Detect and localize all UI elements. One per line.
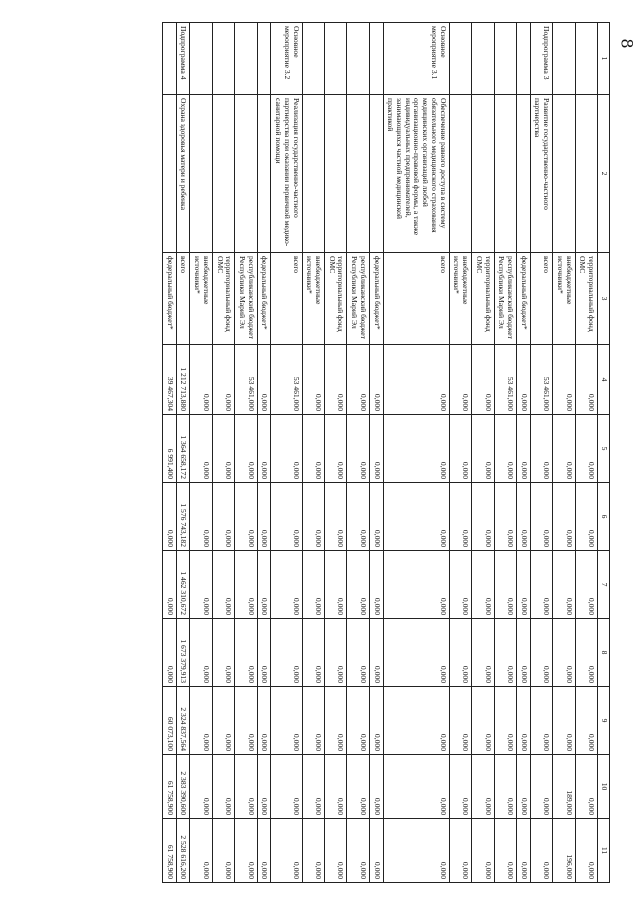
value-cell: 53 461,000 <box>494 345 516 415</box>
value-cell: 0,000 <box>369 483 383 551</box>
value-cell: 0,000 <box>347 755 369 819</box>
value-cell: 0,000 <box>553 551 575 619</box>
column-header-5: 5 <box>598 415 610 483</box>
table-row <box>449 23 471 883</box>
value-cell: 0,000 <box>383 345 449 415</box>
program-title-cell <box>190 95 212 253</box>
value-cell: 0,000 <box>383 551 449 619</box>
value-cell: 0,000 <box>271 619 302 687</box>
funding-source-cell: внебюджетные источники* <box>449 253 471 345</box>
value-cell: 0,000 <box>347 619 369 687</box>
value-cell: 0,000 <box>325 551 347 619</box>
value-cell: 0,000 <box>302 819 324 883</box>
value-cell: 0,000 <box>347 345 369 415</box>
program-title-cell <box>212 95 234 253</box>
value-cell: 0,000 <box>553 619 575 687</box>
funding-source-cell: территориальный фонд ОМС <box>212 253 234 345</box>
program-label-cell <box>472 23 494 95</box>
funding-source-cell: всего <box>176 253 190 345</box>
value-cell: 0,000 <box>212 819 234 883</box>
value-cell: 0,000 <box>325 345 347 415</box>
value-cell: 0,000 <box>257 687 271 755</box>
funding-source-cell: внебюджетные источники* <box>190 253 212 345</box>
value-cell: 0,000 <box>235 619 257 687</box>
value-cell: 0,000 <box>472 415 494 483</box>
value-cell: 0,000 <box>516 755 530 819</box>
table-row <box>235 23 257 883</box>
value-cell: 0,000 <box>325 819 347 883</box>
value-cell: 189,000 <box>553 755 575 819</box>
rotated-sheet <box>90 22 610 882</box>
value-cell: 0,000 <box>516 345 530 415</box>
value-cell: 0,000 <box>383 687 449 755</box>
value-cell: 0,000 <box>257 551 271 619</box>
table-row <box>553 23 575 883</box>
value-cell: 0,000 <box>553 345 575 415</box>
value-cell: 0,000 <box>235 819 257 883</box>
value-cell: 0,000 <box>162 483 176 551</box>
value-cell: 1 576 743,182 <box>176 483 190 551</box>
program-title-cell <box>553 95 575 253</box>
funding-source-cell: республиканский бюджет Республики Марий Эл <box>235 253 257 345</box>
value-cell: 0,000 <box>257 415 271 483</box>
value-cell: 196,000 <box>553 819 575 883</box>
table-row <box>347 23 369 883</box>
program-label-cell: Подпрограмма 4 <box>176 23 190 95</box>
value-cell: 0,000 <box>494 415 516 483</box>
value-cell: 0,000 <box>235 551 257 619</box>
table-row <box>530 23 552 883</box>
value-cell: 0,000 <box>449 483 471 551</box>
program-label-cell <box>575 23 597 95</box>
value-cell: 0,000 <box>516 483 530 551</box>
table-row <box>257 23 271 883</box>
value-cell: 0,000 <box>190 755 212 819</box>
value-cell: 0,000 <box>575 819 597 883</box>
value-cell: 6 991,400 <box>162 415 176 483</box>
value-cell: 0,000 <box>369 755 383 819</box>
value-cell: 0,000 <box>190 483 212 551</box>
program-title-cell <box>162 95 176 253</box>
value-cell: 0,000 <box>383 755 449 819</box>
funding-source-cell: внебюджетные источники* <box>553 253 575 345</box>
value-cell: 0,000 <box>494 755 516 819</box>
table-row <box>516 23 530 883</box>
value-cell: 0,000 <box>516 687 530 755</box>
column-header-7: 7 <box>598 551 610 619</box>
table-row <box>472 23 494 883</box>
value-cell: 0,000 <box>383 619 449 687</box>
value-cell: 0,000 <box>553 687 575 755</box>
value-cell: 0,000 <box>347 415 369 483</box>
value-cell: 0,000 <box>472 345 494 415</box>
value-cell: 0,000 <box>369 687 383 755</box>
value-cell: 0,000 <box>257 755 271 819</box>
program-title-cell <box>575 95 597 253</box>
value-cell: 0,000 <box>383 819 449 883</box>
value-cell: 0,000 <box>325 483 347 551</box>
value-cell: 53 461,000 <box>271 345 302 415</box>
program-title-cell <box>257 95 271 253</box>
value-cell: 0,000 <box>383 415 449 483</box>
value-cell: 0,000 <box>325 619 347 687</box>
table-row <box>162 23 176 883</box>
value-cell: 0,000 <box>257 345 271 415</box>
program-title-cell <box>302 95 324 253</box>
value-cell: 0,000 <box>472 755 494 819</box>
table-row <box>369 23 383 883</box>
value-cell: 1 212 713,880 <box>176 345 190 415</box>
value-cell: 0,000 <box>553 415 575 483</box>
value-cell: 0,000 <box>449 415 471 483</box>
value-cell: 0,000 <box>516 819 530 883</box>
value-cell: 0,000 <box>162 551 176 619</box>
value-cell: 0,000 <box>190 415 212 483</box>
value-cell: 0,000 <box>271 551 302 619</box>
program-label-cell <box>494 23 516 95</box>
table-row <box>190 23 212 883</box>
value-cell: 0,000 <box>302 483 324 551</box>
program-title-cell: Реализация государственно-частного партнерства при оказании первичной медико-санитарной помощи <box>271 95 302 253</box>
column-header-3: 3 <box>598 253 610 345</box>
value-cell: 53 461,000 <box>235 345 257 415</box>
value-cell: 1 673 379,913 <box>176 619 190 687</box>
value-cell: 0,000 <box>575 619 597 687</box>
program-label-cell <box>369 23 383 95</box>
value-cell: 0,000 <box>212 619 234 687</box>
value-cell: 61 758,900 <box>162 755 176 819</box>
value-cell: 0,000 <box>271 483 302 551</box>
program-label-cell: Основное мероприятие 3.2 <box>271 23 302 95</box>
value-cell: 0,000 <box>325 687 347 755</box>
program-title-cell <box>235 95 257 253</box>
program-label-cell <box>516 23 530 95</box>
program-title-cell <box>369 95 383 253</box>
program-title-cell: Обеспечение равного доступа в систему обязательного медицинского страхования медицинских организаций любой организационно-правовой формы, а также индивидуальных предпринимателей, занимающихся частной медицинской практикой <box>383 95 449 253</box>
value-cell: 0,000 <box>369 415 383 483</box>
value-cell: 53 461,000 <box>530 345 552 415</box>
table-row <box>575 23 597 883</box>
program-title-cell <box>449 95 471 253</box>
funding-source-cell: территориальный фонд ОМС <box>472 253 494 345</box>
value-cell: 0,000 <box>472 483 494 551</box>
value-cell: 0,000 <box>530 687 552 755</box>
value-cell: 2 324 837,564 <box>176 687 190 755</box>
table-row <box>271 23 302 883</box>
value-cell: 0,000 <box>302 687 324 755</box>
program-label-cell <box>302 23 324 95</box>
value-cell: 2 383 390,600 <box>176 755 190 819</box>
value-cell: 0,000 <box>575 483 597 551</box>
program-title-cell <box>325 95 347 253</box>
value-cell: 0,000 <box>472 619 494 687</box>
program-label-cell <box>347 23 369 95</box>
table-row <box>176 23 190 883</box>
table-header-row <box>598 23 610 883</box>
value-cell: 0,000 <box>162 619 176 687</box>
value-cell: 0,000 <box>347 819 369 883</box>
funding-source-cell: федеральный бюджет* <box>516 253 530 345</box>
value-cell: 0,000 <box>494 819 516 883</box>
value-cell: 0,000 <box>257 819 271 883</box>
value-cell: 0,000 <box>530 619 552 687</box>
value-cell: 0,000 <box>325 755 347 819</box>
funding-source-cell: территориальный фонд ОМС <box>325 253 347 345</box>
value-cell: 0,000 <box>553 483 575 551</box>
table-row <box>383 23 449 883</box>
value-cell: 0,000 <box>575 755 597 819</box>
value-cell: 0,000 <box>530 755 552 819</box>
value-cell: 0,000 <box>190 551 212 619</box>
column-header-4: 4 <box>598 345 610 415</box>
column-header-1: 1 <box>598 23 610 95</box>
value-cell: 0,000 <box>212 755 234 819</box>
value-cell: 39 467,304 <box>162 345 176 415</box>
value-cell: 0,000 <box>449 687 471 755</box>
value-cell: 0,000 <box>235 415 257 483</box>
value-cell: 0,000 <box>530 483 552 551</box>
value-cell: 0,000 <box>257 619 271 687</box>
value-cell: 0,000 <box>302 619 324 687</box>
value-cell: 0,000 <box>235 755 257 819</box>
value-cell: 0,000 <box>257 483 271 551</box>
column-header-2: 2 <box>598 95 610 253</box>
value-cell: 0,000 <box>449 551 471 619</box>
column-header-11: 11 <box>598 819 610 883</box>
value-cell: 0,000 <box>302 415 324 483</box>
value-cell: 0,000 <box>530 551 552 619</box>
value-cell: 0,000 <box>347 551 369 619</box>
value-cell: 1 462 310,672 <box>176 551 190 619</box>
value-cell: 0,000 <box>325 415 347 483</box>
value-cell: 0,000 <box>369 551 383 619</box>
value-cell: 60 073,100 <box>162 687 176 755</box>
funding-source-cell: республиканский бюджет Республики Марий Эл <box>347 253 369 345</box>
value-cell: 0,000 <box>212 345 234 415</box>
value-cell: 0,000 <box>494 619 516 687</box>
value-cell: 0,000 <box>271 687 302 755</box>
value-cell: 0,000 <box>494 483 516 551</box>
table-body <box>162 23 597 883</box>
value-cell: 0,000 <box>472 551 494 619</box>
value-cell: 0,000 <box>190 687 212 755</box>
program-title-cell <box>347 95 369 253</box>
program-label-cell <box>162 23 176 95</box>
program-label-cell <box>212 23 234 95</box>
funding-source-cell: федеральный бюджет* <box>162 253 176 345</box>
program-label-cell <box>553 23 575 95</box>
value-cell: 0,000 <box>449 619 471 687</box>
budget-table <box>162 22 610 883</box>
column-header-6: 6 <box>598 483 610 551</box>
funding-source-cell: федеральный бюджет* <box>257 253 271 345</box>
column-header-10: 10 <box>598 755 610 819</box>
funding-source-cell: территориальный фонд ОМС <box>575 253 597 345</box>
table-row <box>212 23 234 883</box>
value-cell: 0,000 <box>449 819 471 883</box>
program-title-cell <box>516 95 530 253</box>
funding-source-cell: республиканский бюджет Республики Марий Эл <box>494 253 516 345</box>
program-label-cell <box>325 23 347 95</box>
value-cell: 0,000 <box>472 819 494 883</box>
value-cell: 0,000 <box>494 551 516 619</box>
funding-source-cell: всего <box>530 253 552 345</box>
program-title-cell: Развитие государственно-частного партнерства <box>530 95 552 253</box>
value-cell: 0,000 <box>472 687 494 755</box>
value-cell: 0,000 <box>271 819 302 883</box>
program-label-cell: Подпрограмма 3 <box>530 23 552 95</box>
value-cell: 0,000 <box>212 551 234 619</box>
funding-source-cell: внебюджетные источники* <box>302 253 324 345</box>
value-cell: 0,000 <box>302 755 324 819</box>
value-cell: 0,000 <box>449 345 471 415</box>
program-title-cell: Охрана здоровья матери и ребенка <box>176 95 190 253</box>
value-cell: 0,000 <box>212 415 234 483</box>
value-cell: 0,000 <box>369 619 383 687</box>
value-cell: 0,000 <box>516 551 530 619</box>
value-cell: 0,000 <box>530 415 552 483</box>
column-header-8: 8 <box>598 619 610 687</box>
value-cell: 0,000 <box>347 483 369 551</box>
value-cell: 0,000 <box>383 483 449 551</box>
value-cell: 0,000 <box>271 755 302 819</box>
program-title-cell <box>494 95 516 253</box>
value-cell: 0,000 <box>494 687 516 755</box>
value-cell: 0,000 <box>190 619 212 687</box>
value-cell: 0,000 <box>575 687 597 755</box>
funding-source-cell: федеральный бюджет* <box>369 253 383 345</box>
value-cell: 0,000 <box>302 551 324 619</box>
value-cell: 0,000 <box>575 345 597 415</box>
value-cell: 0,000 <box>302 345 324 415</box>
value-cell: 1 364 658,172 <box>176 415 190 483</box>
value-cell: 0,000 <box>369 819 383 883</box>
value-cell: 0,000 <box>190 819 212 883</box>
table-row <box>494 23 516 883</box>
value-cell: 0,000 <box>190 345 212 415</box>
value-cell: 0,000 <box>516 619 530 687</box>
table-row <box>325 23 347 883</box>
funding-source-cell: всего <box>383 253 449 345</box>
program-label-cell <box>190 23 212 95</box>
table-row <box>302 23 324 883</box>
value-cell: 0,000 <box>449 755 471 819</box>
value-cell: 0,000 <box>271 415 302 483</box>
value-cell: 0,000 <box>212 483 234 551</box>
program-label-cell <box>257 23 271 95</box>
value-cell: 0,000 <box>575 415 597 483</box>
value-cell: 0,000 <box>212 687 234 755</box>
program-label-cell <box>449 23 471 95</box>
program-title-cell <box>472 95 494 253</box>
value-cell: 0,000 <box>516 415 530 483</box>
value-cell: 0,000 <box>235 687 257 755</box>
value-cell: 0,000 <box>347 687 369 755</box>
funding-source-cell: всего <box>271 253 302 345</box>
value-cell: 0,000 <box>575 551 597 619</box>
value-cell: 0,000 <box>530 819 552 883</box>
value-cell: 0,000 <box>369 345 383 415</box>
value-cell: 2 528 616,200 <box>176 819 190 883</box>
page-number: 8 <box>617 38 637 49</box>
column-header-9: 9 <box>598 687 610 755</box>
program-label-cell: Основное мероприятие 3.1 <box>383 23 449 95</box>
program-label-cell <box>235 23 257 95</box>
value-cell: 61 758,900 <box>162 819 176 883</box>
value-cell: 0,000 <box>235 483 257 551</box>
